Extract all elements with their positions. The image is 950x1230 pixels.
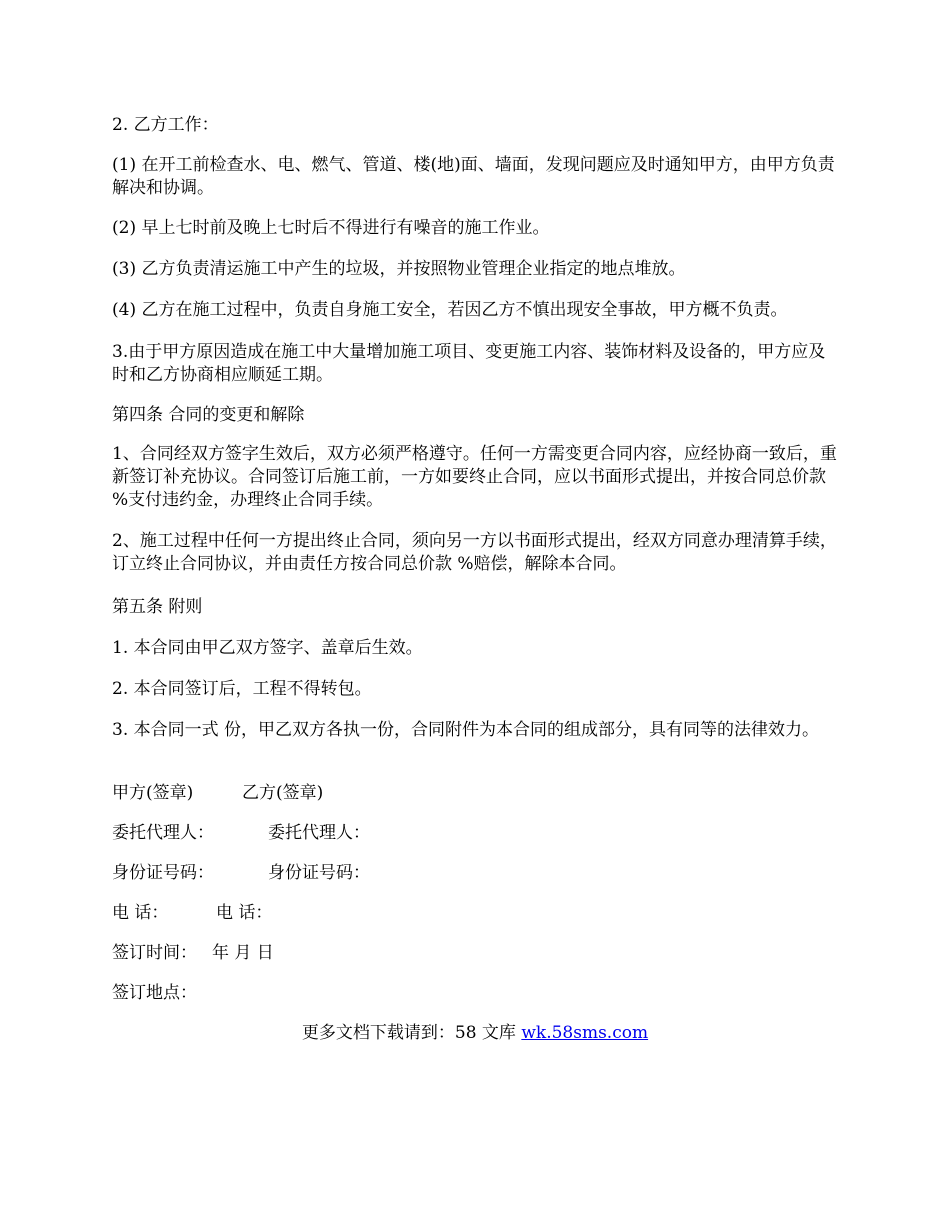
- party-b-signature-label: 乙方(签章): [242, 783, 324, 803]
- article-4-clause-2: 2、施工过程中任何一方提出终止合同，须向另一方以书面形式提出，经双方同意办理清算手续，订立终止合同协议，并由责任方按合同总价款 %赔偿，解除本合同。: [112, 531, 837, 574]
- clause-b-3: (3) 乙方负责清运施工中产生的垃圾，并按照物业管理企业指定的地点堆放。: [112, 259, 686, 279]
- signature-row-agents: [112, 822, 370, 845]
- clause-b-1: (1) 在开工前检查水、电、燃气、管道、楼(地)面、墙面，发现问题应及时通知甲方，由甲方负责解决和协调。: [112, 155, 835, 198]
- article-5-clause-1: 1. 本合同由甲乙双方签字、盖章后生效。: [112, 638, 423, 658]
- clause-b-4: (4) 乙方在施工过程中，负责自身施工安全，若因乙方不慎出现安全事故，甲方概不负责。: [112, 300, 788, 320]
- article-5-clause-2: 2. 本合同签订后，工程不得转包。: [112, 679, 372, 699]
- section-title-party-b-work: 2. 乙方工作：: [112, 115, 219, 135]
- party-b-id-label: 身份证号码：: [268, 863, 370, 883]
- party-a-phone-label: 电 话：: [112, 903, 169, 923]
- sign-time-label: 签订时间：: [112, 943, 197, 963]
- signature-row-sign-time: [112, 942, 274, 965]
- footer: [0, 1022, 950, 1045]
- party-b-phone-label: 电 话：: [216, 903, 273, 923]
- signature-row-id-numbers: [112, 862, 370, 885]
- article-5-heading: 第五条 附则: [112, 597, 203, 617]
- party-b-agent-label: 委托代理人：: [268, 823, 370, 843]
- signature-row-parties: [112, 782, 323, 805]
- signature-row-phones: [112, 902, 272, 925]
- clause-3-delay: 3.由于甲方原因造成在施工中大量增加施工项目、变更施工内容、装饰材料及设备的，甲方应及时和乙方协商相应顺延工期。: [112, 342, 826, 385]
- clause-b-2: (2) 早上七时前及晚上七时后不得进行有噪音的施工作业。: [112, 218, 550, 238]
- sign-time-value: 年 月 日: [212, 943, 274, 963]
- sign-place-label: 签订地点：: [112, 983, 197, 1003]
- party-a-id-label: 身份证号码：: [112, 863, 214, 883]
- article-5-clause-3: 3. 本合同一式 份，甲乙双方各执一份，合同附件为本合同的组成部分，具有同等的法律效力。: [112, 720, 820, 740]
- article-4-clause-1: 1、合同经双方签字生效后，双方必须严格遵守。任何一方需变更合同内容，应经协商一致后，重新签订补充协议。合同签订后施工前，一方如要终止合同，应以书面形式提出，并按合同总价款 %支付违约金，办理终止合同手续。: [112, 444, 837, 510]
- footer-text: 更多文档下载请到：58 文库: [301, 1023, 522, 1043]
- party-a-agent-label: 委托代理人：: [112, 823, 214, 843]
- article-4-heading: 第四条 合同的变更和解除: [112, 405, 305, 425]
- party-a-signature-label: 甲方(签章): [112, 783, 194, 803]
- signature-row-sign-place: [112, 982, 197, 1005]
- footer-link[interactable]: wk.58sms.com: [521, 1023, 649, 1043]
